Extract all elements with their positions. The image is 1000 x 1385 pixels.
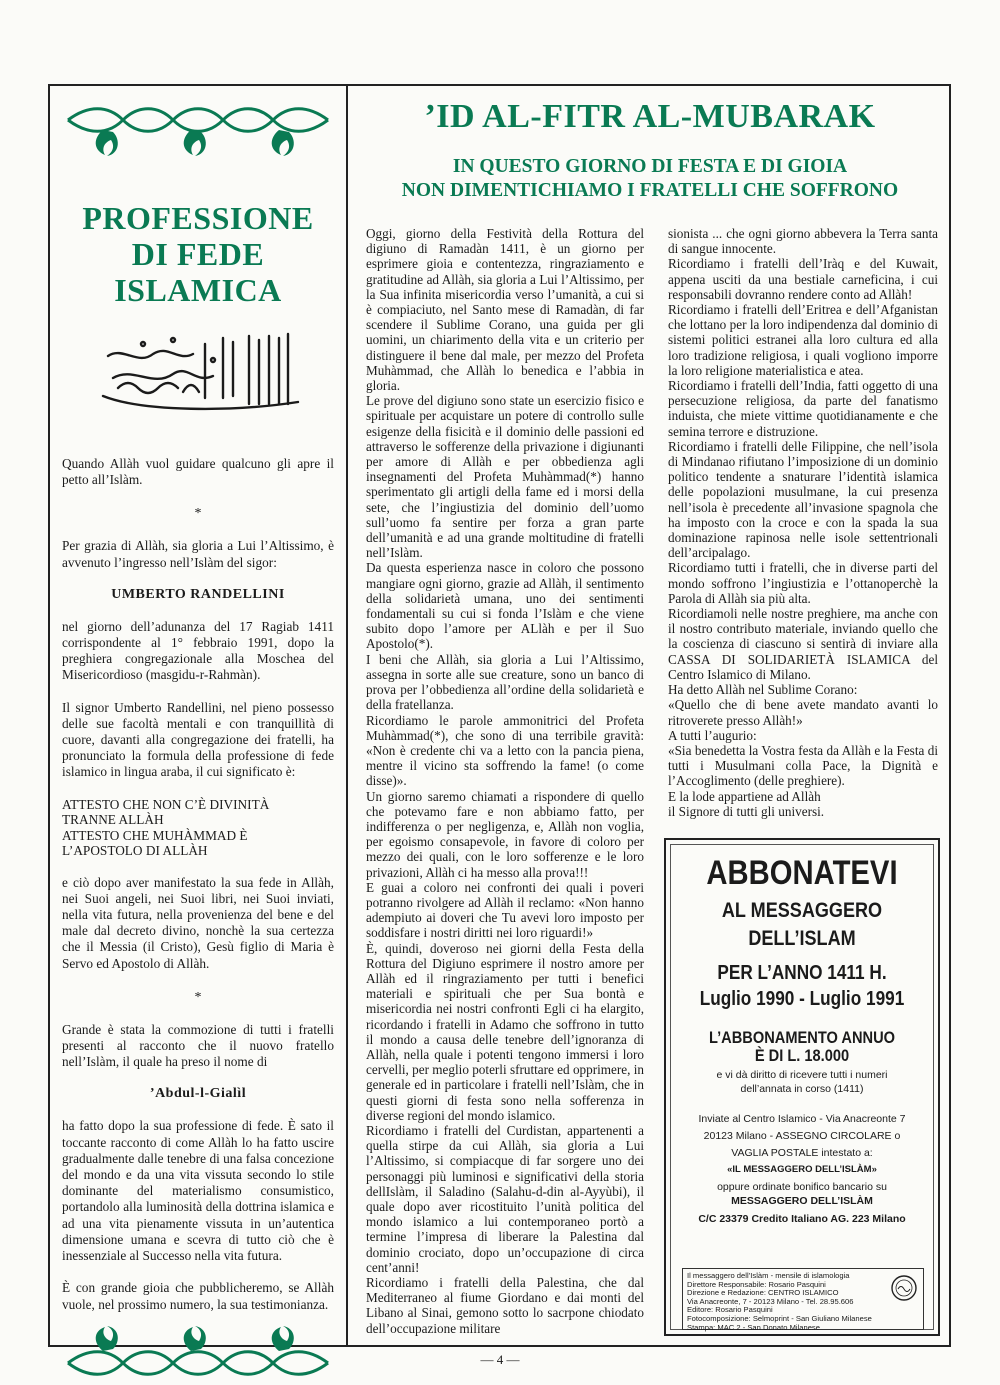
attesto-line-3: ATTESTO CHE MUHÀMMAD È (62, 827, 248, 843)
subtitle-line-2: NON DIMENTICHIAMO I FRATELLI CHE SOFFRONO (401, 180, 899, 201)
note-line-1: e vi dà diritto di ricevere tutti i numeri (716, 1069, 888, 1081)
imprint-line: Direzione e Redazione: CENTRO ISLAMICO (687, 1288, 839, 1298)
imprint-line: Il messaggero dell’Islàm - mensile di islamologia (687, 1271, 850, 1280)
article-paragraph: Ha detto Allàh nel Sublime Corano: (668, 682, 858, 698)
convert-name: UMBERTO RANDELLINI (111, 586, 285, 602)
closing-paragraph: È con grande gioia che pubblicheremo, se Allàh vuole, nel prossimo numero, la sua testimonianza. (62, 1280, 334, 1312)
article-subtitle (350, 155, 950, 203)
subscribe-period: Luglio 1990 - Luglio 1991 (699, 988, 905, 1010)
article-paragraph: I beni che Allàh, sia gloria a Lui l’Altissimo, assegna in sorte alle sue creature, sono un banco di prova per l’obbedienza all’ordine della solidarietà e della fratellanza. (366, 651, 644, 713)
imprint-line: Direttore Responsabile: Rosario Pasquini (687, 1279, 826, 1289)
article-paragraph: Ricordiamo i fratelli del Curdistan, appartenenti a quella stirpe da cui Allàh, sia gloria a Lui l’Altissimo, si compiacque di far sorgere uno dei personaggi più luminosi e significativi della storia dellIslàm, il Saladino (Salahu-d-din al-Ayyùbi), il quale dopo aver ricostituito l’unità politica del mondo islamico a lui contemporaneo portò a termine l’impresa di liberare la Palestina dal dominio crociato, dopo un’occupazione di circa cent’anni! (366, 1122, 644, 1275)
subscribe-line-1: AL MESSAGGERO (721, 899, 883, 922)
subtitle-line-1: IN QUESTO GIORNO DI FESTA E DI GIOIA (452, 156, 848, 177)
grace-paragraph: Per grazia di Allàh, sia gloria a Lui l’Altissimo, è avvenuto l’ingresso nell’Islàm del sigor: (62, 538, 334, 570)
faith-paragraph: e ciò dopo aver manifestato la sua fede in Allàh, nei Suoi angeli, nei Suoi libri, nei Suoi inviati, nella vita futura, nella provenienza del bene e del male dal decreto divino, nonchè la sua certezza che il Messia (il Cristo), Gesù figlio di Maria è Servo ed Apostolo di Allàh. (62, 874, 334, 971)
left-column (62, 100, 334, 1381)
article-paragraph: È, quindi, doveroso nei giorni della Festa della Rottura del Digiuno esprimere il nostro amore per Allàh ed il ringraziamento per tutti i benefici materiali e spirituali che per Sua bontà e misericordia nei nostri confronti Egli ci ha elargito, ricordando i fratelli in Adamo che soffrono in tutto il mondo a causa delle tenebre dell’ignoranza di Allàh, nella quale i potenti tengono immersi i loro cervelli, per meglio poterli sfruttare ed opprimere, in generale ed in particolare i fratelli nell’Islàm, che in questi giorni di festa sono nella sofferenza in diverse regioni del mondo islamico. (366, 940, 644, 1123)
imprint-line: Fotocomposizione: Selmoprint - San Giuliano Milanese (687, 1313, 872, 1323)
story-paragraph: ha fatto dopo la sua professione di fede. È sato il toccante racconto di come Allàh lo ha fatto uscire gradualmente dalle tenebre di una falsa concezione del mondo e da una vita vissuta secondo lo stile dominante del materialismo consumistico, portandolo alla luminosità della dottrina islamica e ad una vita pienamente vissuta in un’autentica dimensione umana e scevra di tutto ciò che è inessenziale al Successo nella vita futura. (62, 1118, 334, 1264)
imprint-line: Via Anacreonte, 7 - 20123 Milano - Tel. 28.95.606 (687, 1296, 854, 1306)
article-paragraph: E la lode appartiene ad Allàh (668, 788, 821, 804)
formula-paragraph: Il signor Umberto Randellini, nel pieno possesso delle sue facoltà mentali e con tranquillità di cuore, davanti alla congregazione dei fratelli, ha pronunciato la formula della professione di fede islamico in lingua araba, il cui significato è: (62, 699, 334, 780)
article-paragraph: A tutti l’augurio: (668, 727, 757, 743)
ornament-bottom-icon (63, 1325, 333, 1381)
article-paragraph: Ricordiamo i fratelli dell’Eritrea e dell’Afganistan che lottano per la loro indipendenza dal dominio di sistemi politici estranei alla loro cultura ed alla loro tradizione religiosa, i quali vogliono imporre la loro religione materialistica e atea. (668, 302, 938, 378)
send-line-1: Inviate al Centro Islamico - Via Anacreonte 7 (698, 1113, 906, 1125)
imprint-line: Editore: Rosario Pasquini (687, 1305, 773, 1315)
subscribe-line-2: DELL’ISLAM (748, 927, 856, 950)
article-paragraph: Ricordiamo i fratelli della Palestina, che dal Mediterraneo al fiume Giordano e dai monti del Libano al Sinai, gemono sotto lo sacrpone chiodato dell’occupazione militare (366, 1275, 644, 1336)
article-paragraph: Da questa esperienza nasce in coloro che possono mangiare ogni giorno, grazie ad Allàh, il sentimento della solidarietà umana, uno dei sentimenti fondamentali su cui si fonda l’Islàm e che viene subito dopo l’amore per ALlàh e per il Suo Apostolo(*). (366, 560, 644, 652)
article-paragraph: il Signore di tutti gli universi. (668, 803, 825, 819)
article-paragraph: E guai a coloro nei confronti dei quali i poveri potranno rivolgere ad Allàh il reclamo: «Non hanno adempiuto ai doveri che Tu avevi loro imposto per soddisfare i nostri diritti nei loro riguardi!» (366, 879, 644, 941)
article-paragraph: Ricordiamo i fratelli dell’India, fatti oggetto di una persecuzione religiosa, da parte del fanatismo induista, che miete vittime quotidianamente e che semina terrore e distruzione. (668, 378, 938, 439)
attesto-line-4: L’APOSTOLO DI ALLÀH (62, 843, 208, 859)
imprint-line: Stampa: MAC 2 - San Donato Milanese (687, 1322, 820, 1332)
arabic-calligraphy-icon (83, 326, 313, 416)
attesto-line-1: ATTESTO CHE NON C’È DIVINITÀ (62, 796, 270, 812)
price-line-2: È DI L. 18.000 (754, 1046, 850, 1065)
left-title: PROFESSIONE DI FEDE ISLAMICA (82, 200, 314, 308)
send-line-4: «IL MESSAGGERO DELL’ISLÀM» (727, 1164, 877, 1175)
subscribe-year: PER L’ANNO 1411 H. (717, 962, 887, 984)
send-line-2: 20123 Milano - ASSEGNO CIRCOLARE o (703, 1130, 901, 1142)
article-paragraph: «Sia benedetta la Vostra festa da Allàh e la Festa di tutti i Musulmani colla Pace, la Dignità e l’Accoglimento (delle preghiere). (668, 742, 938, 789)
article-paragraph: Ricordiamo tutti i fratelli, che in diverse parti del mondo soffrono l’ingiustizia e l’ottanoperchè la Parola di Allàh sia più alta. (668, 560, 938, 606)
article-paragraph: sionista ... che ogni giorno abbevera la Terra santa di sangue innocente. (668, 226, 938, 257)
send-line-6: MESSAGGERO DELL’ISLÀM (731, 1195, 873, 1207)
note-line-2: dell’annata in corso (1411) (740, 1083, 864, 1095)
date-paragraph: nel giorno dell’adunanza del 17 Ragiab 1411 corrispondente al 1° febbraio 1991, dopo la preghiera congregazionale alla Moschea del Misericordioso (masgidu-r-Rahmàn). (62, 618, 334, 683)
subscribe-headline: ABBONATEVI (706, 854, 898, 892)
price-line-1: L’ABBONAMENTO ANNUO (708, 1028, 896, 1047)
intro-paragraph: Quando Allàh vuol guidare qualcuno gli apre il petto all’Islàm. (62, 456, 334, 488)
separator-star: * (194, 506, 202, 522)
article-paragraph: Ricordiamo i fratelli delle Filippine, che nell’isola di Mindanao rifiutano l’imposizione di un dominio politico tendente a snaturare l’identità islamica delle popolazioni musulmane, la cui presenza nell’isola è precedente all’invasione spagnola che ha imposto con la croce e con la spada la sua dominazione rapinosa nelle isole settentrionali dell’arcipalago. (668, 438, 938, 561)
imprint-box (682, 1268, 924, 1330)
article-paragraph: Le prove del digiuno sono state un esercizio fisico e spirituale per acquistare un potere di controllo sulle esigenze della fisicità e il dominio delle passioni ed attraverso le sofferenze della privazione i digiunanti per amore di Allàh e per obbedienza agli insegnamenti del Profeta Muhàmmad(*) hanno sperimentato gli artigli della fame ed i morsi della sete, che l’ingiustizia del dominio dell’uomo sull’uomo fa sentire per forza a gran parte dell’umanità e ad una grande moltitudine di fratelli nell’Islàm. (366, 393, 644, 561)
article-title: ’ID AL-FITR AL-MUBARAK (424, 98, 876, 135)
separator-star: * (194, 989, 202, 1005)
article-paragraph: Un giorno saremo chiamati a rispondere di quello che potevamo fare e non abbiamo fatto, per indifferenza o per negligenza, e, Allàh non voglia, per egoismo consapevole, in favore di coloro per mezzo dei quali, con le loro sofferenze e le loro privazioni, Allàh ci ha messo alla prova!!! (366, 788, 644, 880)
article-column-3 (668, 226, 938, 819)
article-paragraph: Ricordiamoli nelle nostre preghiere, ma anche con il nostro contributo materiale, inviando quello che la coscienza di ciascuno si sentirà di inviare alla CASSA DI SOLIDARIETÀ ISLAMICA del Centro Islamico di Milano. (668, 606, 938, 682)
emotion-paragraph: Grande è stata la commozione di tutti i fratelli presenti al racconto che il nuovo fratello nell’Islàm, il quale ha preso il nome di (62, 1021, 334, 1070)
seal-logo-icon (891, 1275, 917, 1301)
column-divider (346, 84, 348, 1347)
send-line-7: C/C 23379 Credito Italiano AG. 223 Milano (698, 1213, 906, 1225)
page-number: — 4 — (480, 1352, 520, 1367)
article-paragraph: Oggi, giorno della Festività della Rottura del digiuno di Ramadàn 1411, è un giorno per esprimere gioia e contentezza, ringraziamento e gratitudine ad Allàh, sia gloria a Lui l’Altissimo, per la Sua infinita misericordia verso l’umanità, a cui si è compiaciuto, nel Santo mese di Ramadàn, di far scendere il Sublime Corano, una guida per gli uomini, un chiarimento della vita e un criterio per distinguere il bene dal male, per mezzo del Profeta Muhàmmad, che Allàh lo benedica e l’abbia in gloria. (366, 226, 644, 394)
article-paragraph: Ricordiamo i fratelli dell’Iràq e del Kuwait, appena usciti da una bestiale carneficina, i cui responsabili dovranno rendere conto ad Allàh! (668, 256, 938, 302)
article-paragraph: «Quello che di bene avete mandato avanti lo ritroverete presso Allàh!» (668, 697, 938, 728)
article-column-2 (366, 226, 644, 1336)
article-paragraph: Ricordiamo le parole ammonitrici del Profeta Muhàmmad(*), che sono di una terribile gravità: «Non è credente chi va a letto con la pancia piena, mentre il vicino sta soffrendo la fame! (o come disse)». (366, 712, 644, 789)
send-line-5: oppure ordinate bonifico bancario su (717, 1181, 887, 1193)
ornament-top-icon (63, 100, 333, 160)
subscription-box (664, 838, 940, 1336)
new-name: ’Abdul-l-Gialìl (149, 1086, 247, 1102)
send-line-3: VAGLIA POSTALE intestato a: (731, 1147, 873, 1159)
attesto-line-2: TRANNE ALLÀH (62, 812, 164, 828)
